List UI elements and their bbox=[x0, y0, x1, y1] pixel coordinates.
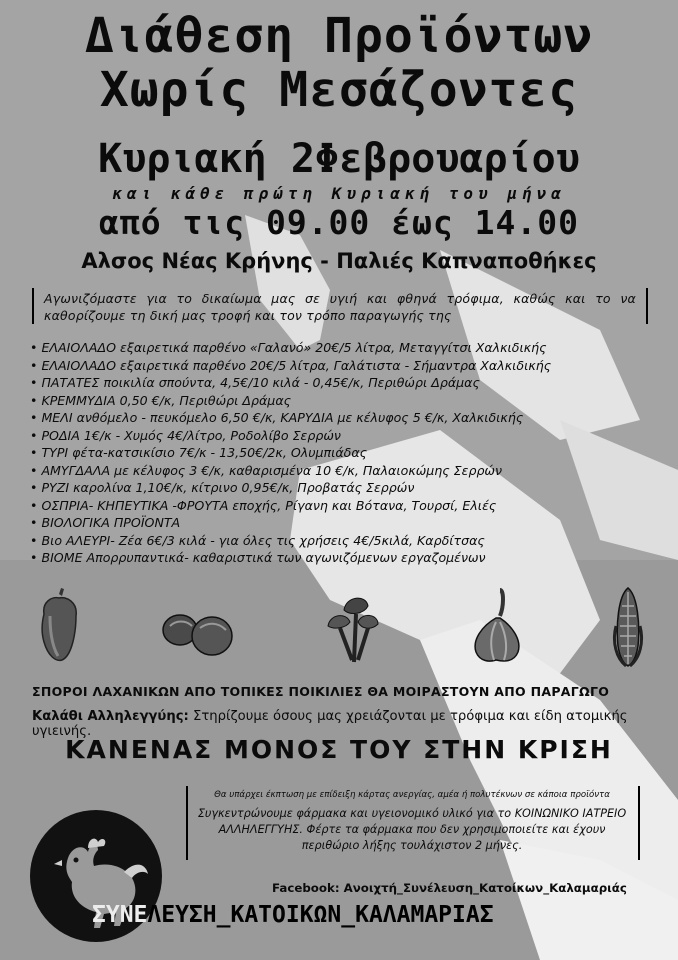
title-line-1: Διάθεση Προϊόντων bbox=[84, 8, 594, 64]
signature-part-white: ΣΥΝΕ bbox=[92, 902, 148, 928]
product-item: • ΕΛΑΙΟΛΑΔΟ εξαιρετικά παρθένο «Γαλανό» 20€/5 λίτρα, Μεταγγίτσι Χαλκιδικής bbox=[30, 339, 670, 357]
product-item: • ΡΟΔΙΑ 1€/κ - Χυμός 4€/λίτρο, Ροδολίβο Σερρών bbox=[30, 427, 670, 445]
pepper-icon bbox=[36, 586, 82, 666]
product-item: • ΚΡΕΜΜΥΔΙΑ 0,50 €/κ, Περιθώρι Δράμας bbox=[30, 392, 670, 410]
event-time: από τις 09.00 έως 14.00 bbox=[99, 203, 579, 242]
product-item: • ΒΙΟΛΟΓΙΚΑ ΠΡΟΪΟΝΤΑ bbox=[30, 514, 670, 532]
every-month-note: και κάθε πρώτη Κυριακή του μήνα bbox=[112, 184, 566, 203]
signature-part-black: ΛΕΥΣΗ_ΚΑΤΟΙΚΩΝ_ΚΑΛΑΜΑΡΙΑΣ bbox=[147, 902, 494, 928]
product-item: • ΜΕΛΙ ανθόμελο - πευκόμελο 6,50 €/κ, ΚΑΡΥΔΙΑ με κέλυφος 5 €/κ, Χαλκιδικής bbox=[30, 409, 670, 427]
basket-text: Στηρίζουμε όσους μας χρειάζονται με τρόφιμα και είδη ατομικής υγιεινής. bbox=[32, 709, 628, 739]
assembly-signature bbox=[92, 902, 494, 928]
product-item: • ΒΙΟΜΕ Απορρυπαντικά- καθαριστικά των αγωνιζόμενων εργαζομένων bbox=[30, 549, 670, 567]
product-item: • Βιο ΑΛΕΥΡΙ- Ζέα 6€/3 κιλά - για όλες τις χρήσεις 4€/5κιλά, Καρδίτσας bbox=[30, 532, 670, 550]
title-line-2: Χωρίς Μεσάζοντες bbox=[99, 62, 579, 118]
discount-notice: Θα υπάρχει έκπτωση με επίδειξη κάρτας ανεργίας, αμέα ή πολυτέκνων σε κάποια προϊόντα bbox=[214, 790, 610, 800]
product-item: • ΠΑΤΑΤΕΣ ποικιλία σπούντα, 4,5€/10 κιλά - 0,45€/κ, Περιθώρι Δράμας bbox=[30, 374, 670, 392]
product-list bbox=[30, 339, 670, 567]
basket-label: Καλάθι Αλληλεγγύης: bbox=[32, 709, 189, 724]
corn-icon bbox=[610, 586, 646, 670]
product-item: • ΟΣΠΡΙΑ- ΚΗΠΕΥΤΙΚΑ -ΦΡΟΥΤΑ εποχής, Ρίγανη και Βότανα, Τουρσί, Ελιές bbox=[30, 497, 670, 515]
event-place: Αλσος Νέας Κρήνης - Παλιές Καπναποθήκες bbox=[81, 249, 597, 273]
garlic-icon bbox=[470, 586, 522, 670]
product-item: • ΑΜΥΓΔΑΛΑ με κέλυφος 3 €/κ, καθαρισμένα 10 €/κ, Παλαιοκώμης Σερρών bbox=[30, 462, 670, 480]
product-item: • ΤΥΡΙ φέτα-κατσικίσιο 7€/κ - 13,50€/2κ, Ολυμπιάδας bbox=[30, 444, 670, 462]
event-date: Κυριακή 2Φεβρουαρίου bbox=[98, 136, 580, 182]
product-item: • ΡΥΖΙ καρολίνα 1,10€/κ, κίτρινο 0,95€/κ, Προβατάς Σερρών bbox=[30, 479, 670, 497]
intro-text: Αγωνιζόμαστε για το δικαίωμα μας σε υγιή και φθηνά τρόφιμα, καθώς και το να καθορίζουμε τη δική μας τροφή και τον τρόπο παραγωγής της bbox=[44, 291, 636, 323]
product-item: • ΕΛΑΙΟΛΑΔΟ εξαιρετικά παρθένο 20€/5 λίτρα, Γαλάτιστα - Σήμαντρα Χαλκιδικής bbox=[30, 357, 670, 375]
chestnuts-icon bbox=[160, 586, 234, 666]
pharmacy-notice: Συγκεντρώνουμε φάρμακα και υγειονομικό υλικό για το ΚΟΙΝΩΝΙΚΟ ΙΑΤΡΕΙΟ ΑΛΛΗΛΕΓΓΥΗΣ. Φέρτε τα φάρμακα που δεν χρησιμοποιείτε και έχουν περιθώριο λήξης τουλάχιστον 2 μήνες. bbox=[197, 807, 627, 852]
facebook-link[interactable]: Facebook: Ανοιχτή_Συνέλευση_Κατοίκων_Καλαμαριάς bbox=[272, 881, 627, 895]
seeds-note: ΣΠΟΡΟΙ ΛΑΧΑΝΙΚΩΝ ΑΠΟ ΤΟΠΙΚΕΣ ΠΟΙΚΙΛΙΕΣ ΘΑ ΜΟΙΡΑΣΤΟΥΝ ΑΠΟ ΠΑΡΑΓΩΓΟ bbox=[32, 684, 610, 699]
slogan: ΚΑΝΕΝΑΣ ΜΟΝΟΣ ΤΟΥ ΣΤΗΝ ΚΡΙΣΗ bbox=[65, 735, 613, 764]
mushrooms-icon bbox=[322, 586, 382, 670]
